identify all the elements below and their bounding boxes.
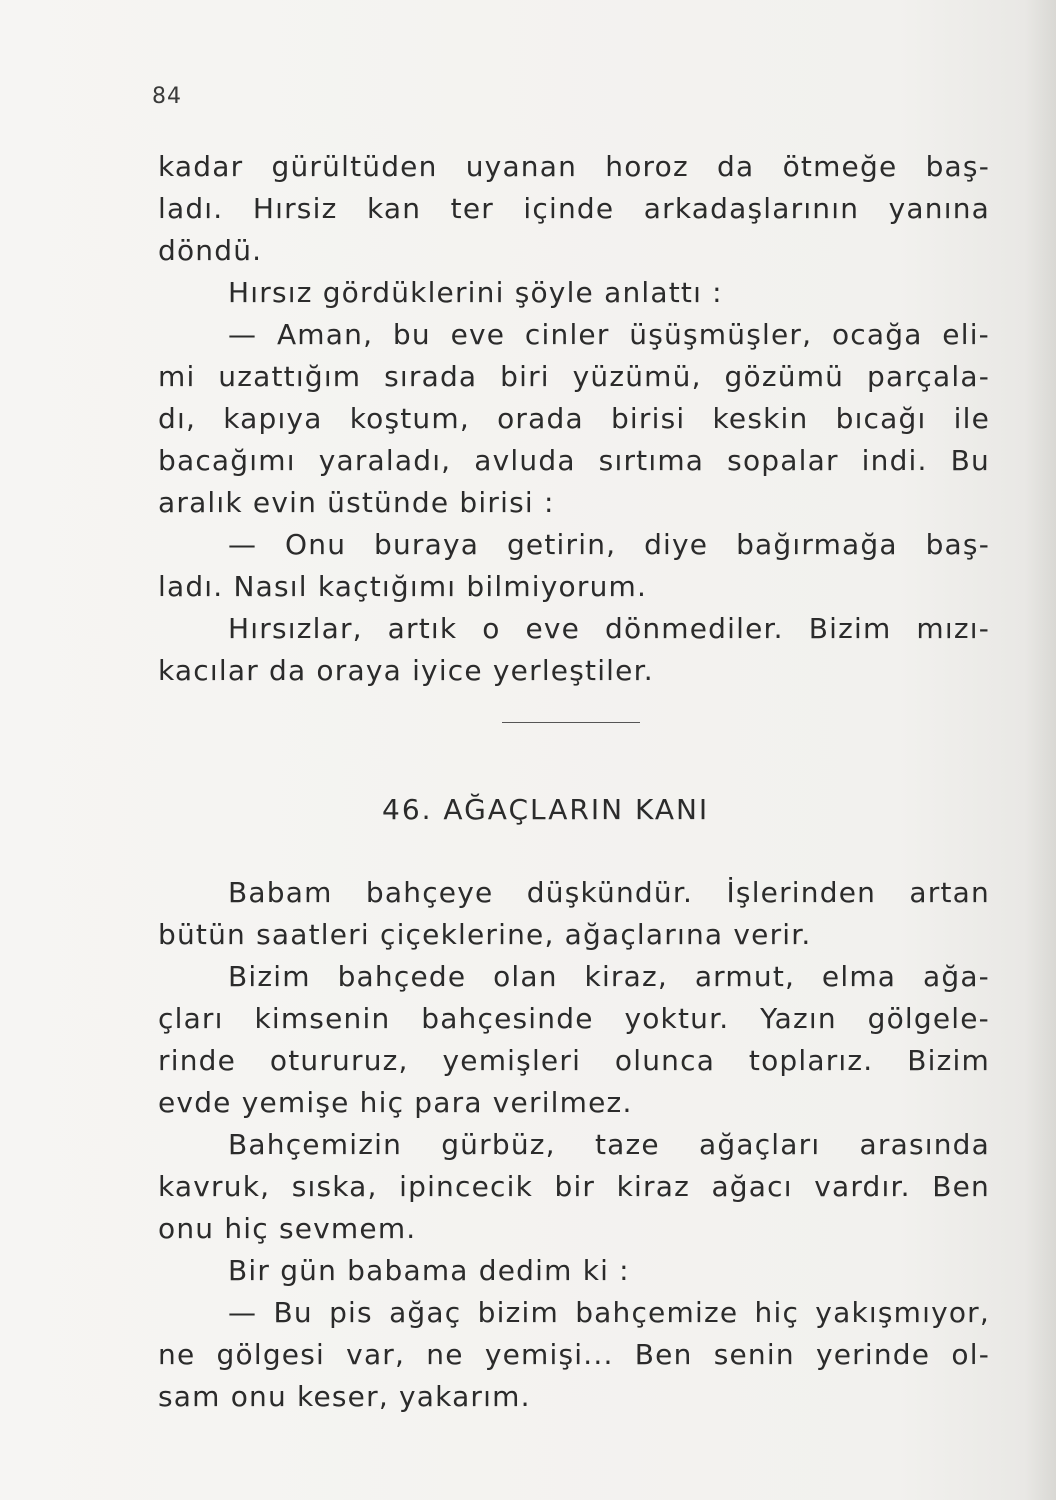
text-line: dı, kapıya koştum, orada birisi keskin bıcağı ile — [158, 402, 990, 435]
page-number: 84 — [152, 84, 182, 109]
text-line: bacağımı yaraladı, avluda sırtıma sopalar indi. Bu — [158, 444, 990, 477]
text-line: onu hiç sevmem. — [158, 1212, 417, 1245]
text-line: çları kimsenin bahçesinde yoktur. Yazın gölgele- — [158, 1002, 990, 1035]
text-line: Babam bahçeye düşkündür. İşlerinden artan — [228, 876, 990, 909]
section-divider — [502, 722, 640, 723]
text-line: döndü. — [158, 234, 263, 267]
text-line: Hırsız gördüklerini şöyle anlattı : — [228, 276, 723, 309]
text-line: kacılar da oraya iyice yerleştiler. — [158, 654, 654, 687]
text-line: kadar gürültüden uyanan horoz da ötmeğe baş- — [158, 150, 990, 183]
text-line: — Onu buraya getirin, diye bağırmağa baş- — [228, 528, 990, 561]
text-line: ladı. Hırsiz kan ter içinde arkadaşlarının yanına — [158, 192, 990, 225]
text-line: aralık evin üstünde birisi : — [158, 486, 555, 519]
text-line: rinde otururuz, yemişleri olunca toplarız. Bizim — [158, 1044, 990, 1077]
text-line: Bizim bahçede olan kiraz, armut, elma ağa- — [228, 960, 990, 993]
text-line: Bir gün babama dedim ki : — [228, 1254, 630, 1287]
text-line: bütün saatleri çiçeklerine, ağaçlarına verir. — [158, 918, 812, 951]
text-line: sam onu keser, yakarım. — [158, 1380, 531, 1413]
text-line: — Bu pis ağaç bizim bahçemize hiç yakışmıyor, — [228, 1296, 990, 1329]
text-line: ne gölgesi var, ne yemişi... Ben senin yerinde ol- — [158, 1338, 990, 1371]
text-line: Hırsızlar, artık o eve dönmediler. Bizim mızı- — [228, 612, 990, 645]
text-line: mi uzattığım sırada biri yüzümü, gözümü parçala- — [158, 360, 990, 393]
text-line: Bahçemizin gürbüz, taze ağaçları arasında — [228, 1128, 990, 1161]
section-heading: 46. AĞAÇLARIN KANI — [382, 793, 710, 826]
text-line: kavruk, sıska, ipincecik bir kiraz ağacı vardır. Ben — [158, 1170, 990, 1203]
text-line: evde yemişe hiç para verilmez. — [158, 1086, 633, 1119]
text-line: ladı. Nasıl kaçtığımı bilmiyorum. — [158, 570, 648, 603]
text-line: — Aman, bu eve cinler üşüşmüşler, ocağa eli- — [228, 318, 990, 351]
